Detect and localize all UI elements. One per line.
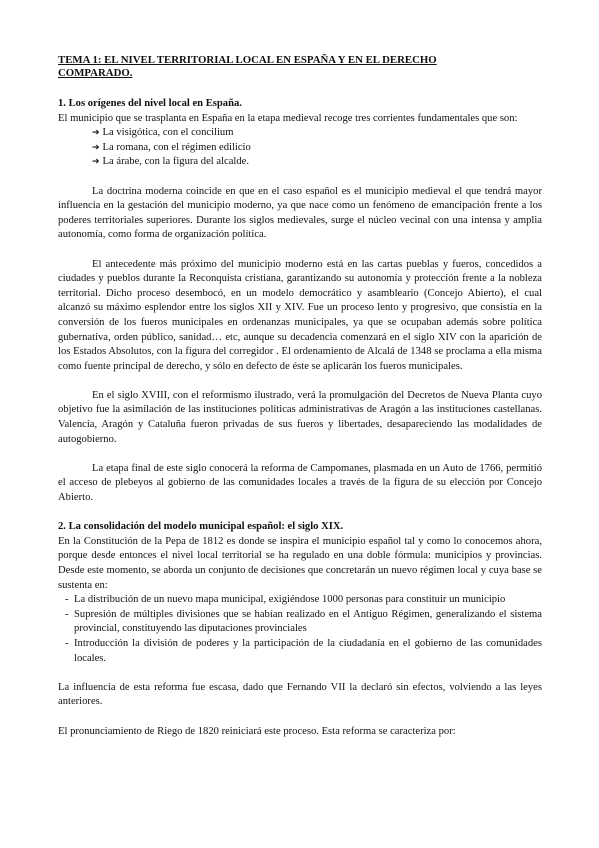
spacer: [58, 506, 542, 521]
list-item: - La distribución de un nuevo mapa municipal, exigiéndose 1000 personas para constituir un municipio: [74, 593, 542, 608]
current-item-roman: [92, 141, 542, 156]
current-item-arab: [92, 155, 542, 170]
list-item: - Supresión de múltiples divisiones que se habían realizado en el Antiguo Régimen, generalizando el sistema provincial, constituyendo las diputaciones provinciales: [74, 608, 542, 637]
section-2-paragraph-1: En la Constitución de la Pepa de 1812 es donde se inspira el municipio español tal y como lo conocemos ahora, porque desde entonces el nivel local territorial se ha regulado en una doble fórmula: municipios y provincias. Desde este momento, se aborda un conjunto de decisiones que concretarán un nuevo régimen local y cuya base se sustenta en:: [58, 535, 542, 591]
spacer: [58, 447, 542, 462]
section-2-heading: 2. La consolidación del modelo municipal español: el siglo XIX.: [58, 521, 344, 533]
title-line-1: TEMA 1: EL NIVEL TERRITORIAL LOCAL EN ESPAÑA Y EN EL DERECHO: [58, 54, 437, 66]
spacer: [58, 374, 542, 389]
section-1-heading: 1. Los orígenes del nivel local en España.: [58, 98, 242, 109]
current-item-visigothic: [92, 126, 542, 141]
spacer: [58, 666, 542, 681]
reform-bases-list: [58, 593, 542, 666]
section-1-paragraph-3: En el siglo XVIII, con el reformismo ilustrado, verá la promulgación del Decretos de Nueva Planta cuyo objetivo fue la asimilación de las instituciones políticas administrativas de Aragón a las instituciones castellanas. Valencia, Aragón y Cataluña fueron privadas de sus fueros y libertades, desapareciendo las modalidades de autogobierno.: [58, 389, 542, 445]
document-title: [58, 54, 542, 80]
section-2-paragraph-2: La influencia de esta reforma fue escasa, dado que Fernando VII la declaró sin efectos, volviendo a las leyes anteriores.: [58, 681, 542, 708]
list-item: - Introducción la división de poderes y la participación de la ciudadanía en el gobierno de las comunidades locales.: [74, 637, 542, 666]
spacer: [58, 243, 542, 258]
section-1-intro: El municipio que se trasplanta en España en la etapa medieval recoge tres corrientes fundamentales que son:: [58, 112, 518, 124]
section-2-paragraph-3: El pronunciamiento de Riego de 1820 reiniciará este proceso. Esta reforma se caracteriza por:: [58, 725, 456, 737]
spacer: [58, 170, 542, 185]
document-page: [58, 54, 542, 739]
current-item-label: La romana, con el régimen edilicio: [102, 141, 251, 153]
spacer: [58, 710, 542, 725]
section-1-paragraph-4: La etapa final de este siglo conocerá la reforma de Campomanes, plasmada en un Auto de 1766, permitió el acceso de plebeyos al gobierno de las comunidades locales a través de la figura de su elección por Concejo Abierto.: [58, 462, 542, 504]
current-item-label: La visigótica, con el concilium: [102, 127, 234, 139]
section-1-paragraph-1: La doctrina moderna coincide en que en el caso español es el municipio medieval el que tendrá mayor influencia en la gestación del municipio moderno, ya que nace como un fenómeno de emancipación frente a los poderes territoriales superiores. Durante los siglos medievales, surge el núcleo vecinal con una intensa y amplia autonomía, como forma de organización política.: [58, 185, 542, 241]
title-line-2: COMPARADO.: [58, 67, 133, 79]
currents-list: [58, 126, 542, 170]
current-item-label: La árabe, con la figura del alcalde.: [102, 156, 250, 168]
section-1-paragraph-2: El antecedente más próximo del municipio moderno está en las cartas pueblas y fueros, concedidos a ciudades y pueblos durante la Reconquista cristiana, garantizando su autonomía y protección frente a la nobleza territorial. Dicho proceso desembocó, en un modelo democrático y asambleario (Concejo Abierto), el cual alcanzó su máximo esplendor entre los siglos XII y XIV. Fue un proceso lento y progresivo, que consistía en la conversión de los fueros municipales en ordenanzas municipales, ya que se ocupaban además sobre política gubernativa, orden público, sanidad… etc, aunque su decadencia comenzará en el siglo XIV con la aparición de los Estados Absolutos, con la figura del corregidor . El ordenamiento de Alcalá de 1348 se proclama a ella misma como fuente principal de derecho, y sólo en defecto de éste se aplicarán los fueros municipales.: [58, 258, 542, 372]
